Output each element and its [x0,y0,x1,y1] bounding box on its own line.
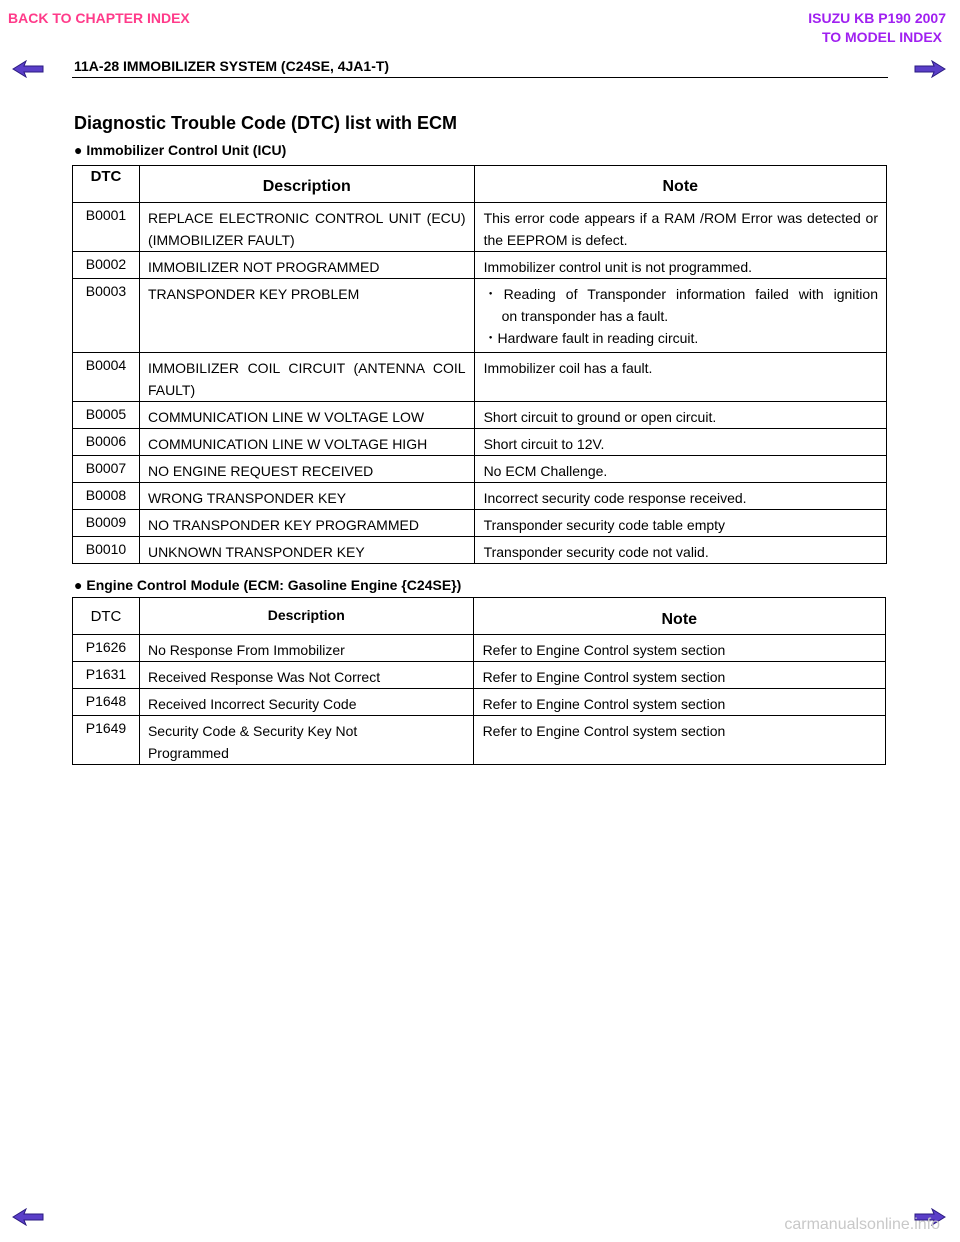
dtc-description-line: Programmed [147,745,229,761]
dtc-description-line: Security Code & Security Key Not [147,723,358,739]
table-row [73,252,887,279]
dtc-note: Immobilizer control unit is not programmed. [474,252,886,279]
bullet-icon: ● [74,577,83,593]
dtc-code: B0010 [73,537,140,564]
dtc-note: This error code appears if a RAM /ROM Error was detected or the EEPROM is defect. [474,203,886,252]
dtc-note: Refer to Engine Control system section [473,716,885,765]
dtc-note-line: ・Hardware fault in reading circuit. [483,330,699,346]
icu-dtc-table [72,165,887,564]
dtc-code: B0004 [73,353,140,402]
table-row [73,402,887,429]
dtc-description: Received Response Was Not Correct [139,662,473,689]
table-row [73,429,887,456]
dtc-code: P1649 [73,716,140,765]
to-model-index-link[interactable]: TO MODEL INDEX [821,29,942,45]
dtc-note: Transponder security code not valid. [474,537,886,564]
dtc-code: B0007 [73,456,140,483]
section-title: Diagnostic Trouble Code (DTC) list with ECM [74,113,458,133]
back-to-chapter-index-link[interactable]: BACK TO CHAPTER INDEX [8,10,190,26]
dtc-note: Incorrect security code response received. [474,483,886,510]
table-row [73,537,887,564]
table-row [73,662,886,689]
col-header-note: Note [474,166,886,203]
dtc-note: Refer to Engine Control system section [473,635,885,662]
next-page-arrow-icon[interactable] [914,60,946,78]
table-row [73,635,886,662]
dtc-note: No ECM Challenge. [474,456,886,483]
dtc-description: Received Incorrect Security Code [139,689,473,716]
col-header-description: Description [139,166,474,203]
dtc-description: REPLACE ELECTRONIC CONTROL UNIT (ECU) (IMMOBILIZER FAULT) [139,203,474,252]
dtc-description: NO TRANSPONDER KEY PROGRAMMED [139,510,474,537]
dtc-code: P1626 [73,635,140,662]
dtc-description: IMMOBILIZER NOT PROGRAMMED [139,252,474,279]
dtc-code: B0003 [73,279,140,353]
ecm-dtc-table [72,597,886,765]
ecm-heading-text: Engine Control Module (ECM: Gasoline Engine {C24SE}) [86,577,462,593]
dtc-note: Refer to Engine Control system section [473,662,885,689]
model-title-link[interactable]: ISUZU KB P190 2007 [808,10,946,26]
dtc-description: COMMUNICATION LINE W VOLTAGE HIGH [139,429,474,456]
dtc-code: B0002 [73,252,140,279]
previous-page-arrow-icon-bottom[interactable] [12,1208,44,1226]
dtc-note: Refer to Engine Control system section [473,689,885,716]
icu-heading-text: Immobilizer Control Unit (ICU) [86,142,287,158]
dtc-note-line: ・Reading of Transponder information failed with ignition [483,286,878,302]
col-header-dtc: DTC [73,598,140,635]
dtc-code: B0008 [73,483,140,510]
table-row [73,353,887,402]
table-row [73,456,887,483]
dtc-code: P1648 [73,689,140,716]
dtc-code: B0005 [73,402,140,429]
table-row [73,716,886,765]
dtc-description: UNKNOWN TRANSPONDER KEY [139,537,474,564]
col-header-dtc: DTC [73,166,140,203]
dtc-note: Transponder security code table empty [474,510,886,537]
dtc-description: COMMUNICATION LINE W VOLTAGE LOW [139,402,474,429]
dtc-description [139,716,473,765]
dtc-description: IMMOBILIZER COIL CIRCUIT (ANTENNA COIL FAULT) [139,353,474,402]
table-row [73,203,887,252]
dtc-code: B0006 [73,429,140,456]
dtc-code: P1631 [73,662,140,689]
dtc-note: Short circuit to ground or open circuit. [474,402,886,429]
table-row [73,689,886,716]
dtc-description: No Response From Immobilizer [139,635,473,662]
bullet-icon: ● [74,142,83,158]
col-header-description: Description [139,598,473,635]
table-header-row [73,166,887,203]
dtc-note: Short circuit to 12V. [474,429,886,456]
dtc-description: WRONG TRANSPONDER KEY [139,483,474,510]
dtc-note [474,279,886,353]
previous-page-arrow-icon[interactable] [12,60,44,78]
dtc-description: NO ENGINE REQUEST RECEIVED [139,456,474,483]
col-header-note: Note [473,598,885,635]
page-header: 11A-28 IMMOBILIZER SYSTEM (C24SE, 4JA1-T) [74,58,390,74]
footer-watermark: carmanualsonline.info [784,1216,940,1233]
dtc-code: B0001 [73,203,140,252]
dtc-note-line: on transponder has a fault. [501,308,669,324]
header-divider [72,77,888,78]
dtc-code: B0009 [73,510,140,537]
dtc-note: Immobilizer coil has a fault. [474,353,886,402]
dtc-description: TRANSPONDER KEY PROBLEM [139,279,474,353]
icu-heading [74,142,286,158]
table-header-row [73,598,886,635]
table-row [73,510,887,537]
table-row [73,483,887,510]
ecm-heading [74,577,461,593]
table-row [73,279,887,353]
